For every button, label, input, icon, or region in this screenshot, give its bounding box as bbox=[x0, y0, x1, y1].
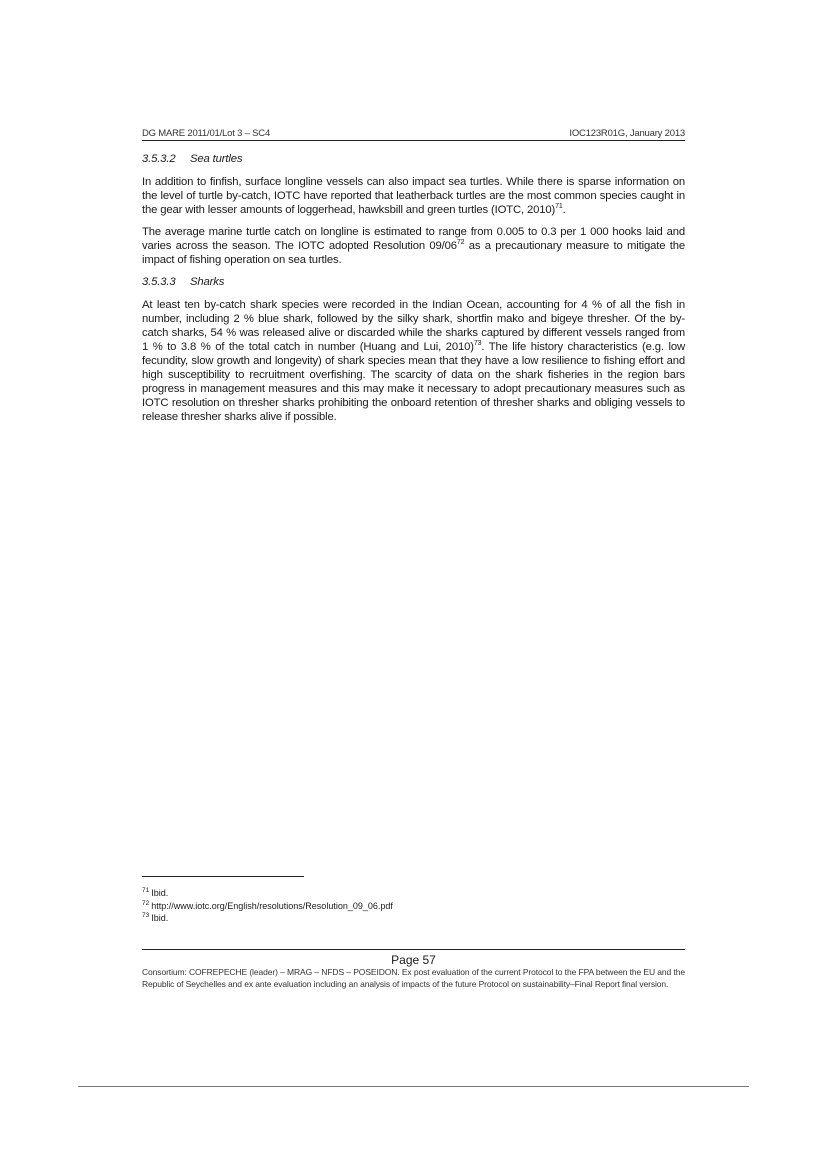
page-bottom-rule bbox=[78, 1086, 749, 1087]
header-project-reference: DG MARE 2011/01/Lot 3 – SC4 bbox=[142, 128, 271, 139]
section-title: Sharks bbox=[190, 276, 225, 288]
footer-consortium-text: Consortium: COFREPECHE (leader) – MRAG – NFDS – POSEIDON. Ex post evaluation of the current Protocol to the FPA between the EU and the Republic of Seychelles and ex ante evaluation including an analysis of impacts of the future Protocol on sustainability–Final Report final version. bbox=[142, 967, 685, 989]
paragraph: The average marine turtle catch on longline is estimated to range from 0.005 to 0.3 per 1 000 hooks laid and varies across the season. The IOTC adopted Resolution $09/06^{72}$ as a precautionary measure to mitigate the impact of fishing operation on sea turtles. bbox=[142, 226, 685, 266]
footnote-ref[interactable]: 72 bbox=[456, 239, 465, 247]
section-number: 3.5.3.3 bbox=[142, 276, 176, 288]
footnote-ref[interactable]: 71 bbox=[555, 203, 563, 211]
section-heading-sea-turtles bbox=[142, 152, 685, 166]
main-content bbox=[142, 152, 685, 432]
footnote-ref[interactable]: 73 bbox=[473, 340, 482, 348]
section-title: Sea turtles bbox=[190, 153, 243, 165]
footer-rule bbox=[142, 949, 685, 950]
section-number: 3.5.3.2 bbox=[142, 153, 176, 165]
footnote-link[interactable]: http://www.iotc.org/English/resolutions/Resolution_09_06.pdf bbox=[151, 900, 393, 911]
header-rule bbox=[142, 140, 685, 141]
footnote-separator bbox=[142, 876, 304, 877]
header-report-id-date: IOC123R01G, January 2013 bbox=[569, 128, 685, 139]
paragraph: In addition to finfish, surface longline vessels can also impact sea turtles. While there is sparse information on the level of turtle by-catch, IOTC have reported that leatherback turtles are the most common species caught in the gear with lesser amounts of loggerhead, hawksbill and green turtles (IOTC, 2010)$^{71}$. bbox=[142, 176, 685, 216]
page-number: Page 57 bbox=[391, 953, 436, 967]
footnote: $^{72}$ http://www.iotc.org/English/resolutions/Resolution_09_06.pdf bbox=[142, 899, 393, 911]
footnote: $^{71}$ Ibid. bbox=[142, 887, 169, 898]
footnotes bbox=[142, 887, 393, 925]
footnote: $^{73}$ Ibid. bbox=[142, 912, 169, 923]
section-heading-sharks bbox=[142, 275, 685, 289]
paragraph: At least ten by-catch shark species were recorded in the Indian Ocean, accounting for 4 % of all the fish in number, including 2 % blue shark, followed by the silky shark, shortfin mako and bigeye thresher. Of the by-catch sharks, 54 % was released alive or discarded while the sharks captured by different vessels ranged from 1 % to 3.8 % of the total catch in number (Huang and Lui, 2010)$^{73}$. The life history characteristics (e.g. low fecundity, slow growth and longevity) of shark species mean that they have a low resilience to fishing effort and high susceptibility to recruitment overfishing. The scarcity of data on the shark fisheries in the region bars progress in management measures and this may make it necessary to adopt precautionary measures such as IOTC resolution on thresher sharks prohibiting the onboard retention of thresher sharks and obliging vessels to release thresher sharks alive if possible. bbox=[142, 299, 685, 423]
